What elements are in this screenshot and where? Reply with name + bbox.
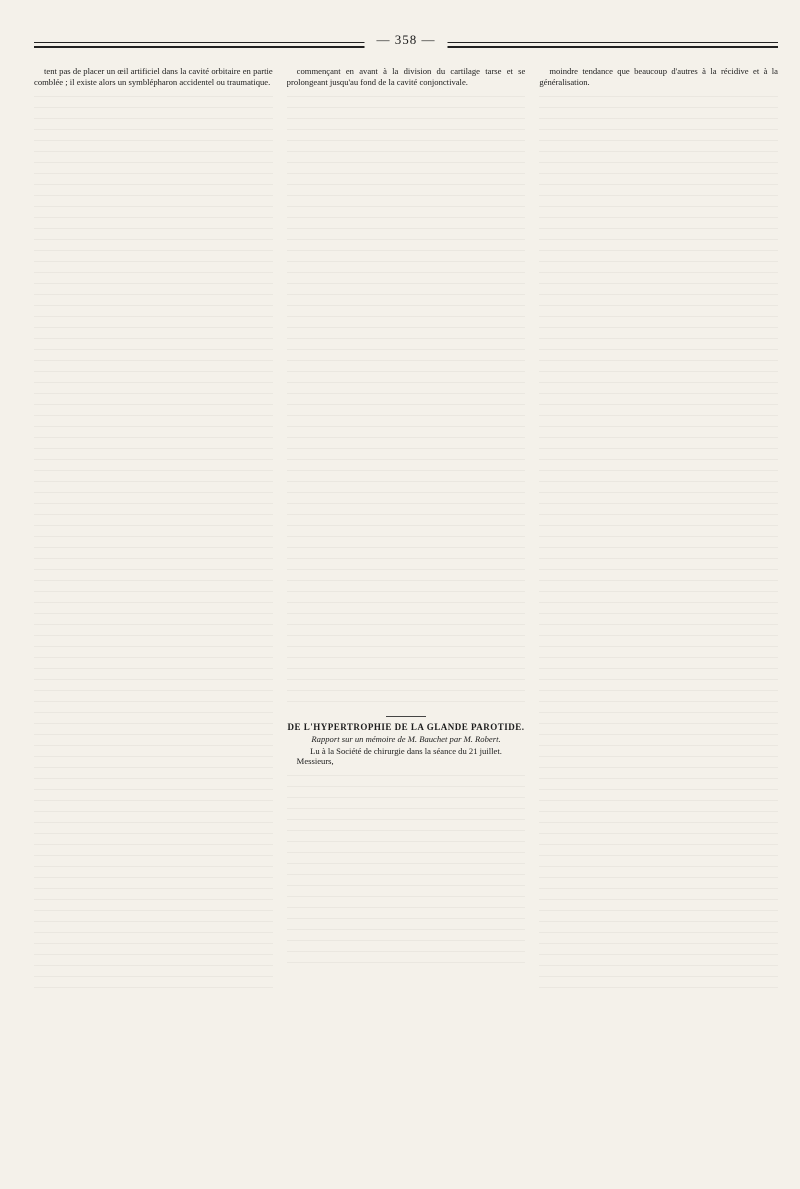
section-divider	[386, 716, 426, 717]
article-salutation: Messieurs,	[296, 756, 334, 766]
untranscribed-text	[539, 90, 778, 990]
page-header	[34, 22, 778, 56]
column-middle	[287, 66, 526, 1173]
column-left	[34, 66, 273, 1173]
article-session-note: Lu à la Société de chirurgie dans la séance du 21 juillet.	[310, 746, 502, 756]
article-heading	[287, 716, 526, 756]
column-right-opening: moindre tendance que beaucoup d'autres à la récidive et à la généralisation.	[539, 66, 779, 87]
page-number: — 358 —	[365, 32, 448, 48]
column-left-opening: tent pas de placer un œil artificiel dans la cavité orbitaire en partie comblée ; il existe alors un symblépharon accidentel ou traumatique.	[34, 66, 273, 87]
column-right	[539, 66, 778, 1173]
untranscribed-text	[287, 769, 526, 969]
column-middle-opening: commençant en avant à la division du cartilage tarse et se prolongeant jusqu'au fond de la cavité conjonctivale.	[286, 66, 526, 87]
untranscribed-text	[34, 90, 273, 990]
untranscribed-text	[287, 90, 526, 710]
article-title: DE L'HYPERTROPHIE DE LA GLANDE PAROTIDE.	[287, 722, 525, 732]
article-byline: Rapport sur un mémoire de M. Bauchet par M. Robert.	[311, 734, 501, 744]
text-columns	[34, 66, 778, 1173]
